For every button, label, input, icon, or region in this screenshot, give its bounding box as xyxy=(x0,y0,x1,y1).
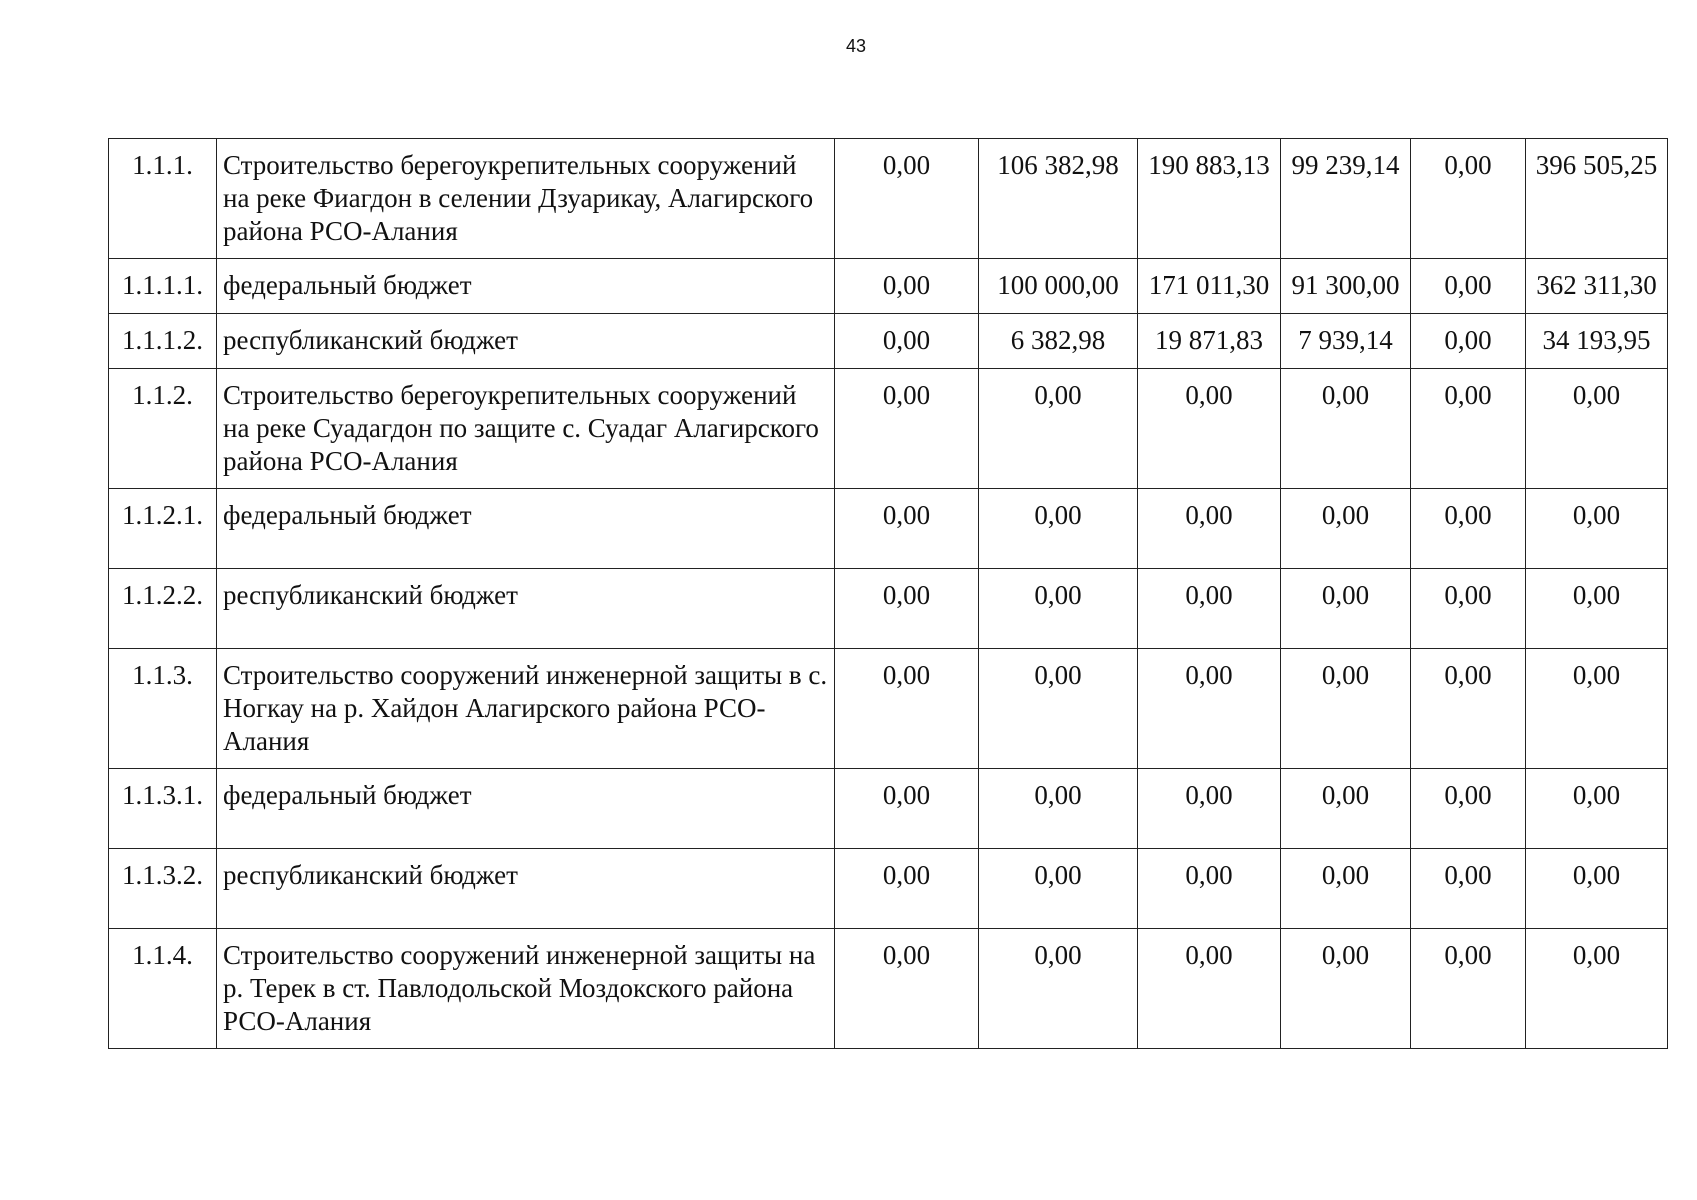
value-cell: 0,00 xyxy=(1526,489,1668,569)
table-row xyxy=(109,314,1668,369)
value-cell: 0,00 xyxy=(1411,259,1526,314)
value-cell: 0,00 xyxy=(979,649,1138,769)
value-cell: 0,00 xyxy=(835,369,979,489)
row-code: 1.1.2.1. xyxy=(109,489,217,569)
row-name: республиканский бюджет xyxy=(217,849,835,929)
row-name: Строительство берегоукрепительных сооружений на реке Фиагдон в селении Дзуарикау, Алагирского района РСО-Алания xyxy=(217,139,835,259)
row-name: федеральный бюджет xyxy=(217,489,835,569)
value-cell: 0,00 xyxy=(979,489,1138,569)
value-cell: 190 883,13 xyxy=(1138,139,1281,259)
row-name: федеральный бюджет xyxy=(217,769,835,849)
table-row xyxy=(109,929,1668,1049)
value-cell: 0,00 xyxy=(1138,929,1281,1049)
value-cell: 19 871,83 xyxy=(1138,314,1281,369)
value-cell: 0,00 xyxy=(1526,369,1668,489)
budget-table xyxy=(108,138,1668,1049)
value-cell: 106 382,98 xyxy=(979,139,1138,259)
value-cell: 362 311,30 xyxy=(1526,259,1668,314)
value-cell: 0,00 xyxy=(835,849,979,929)
value-cell: 91 300,00 xyxy=(1281,259,1411,314)
value-cell: 0,00 xyxy=(979,849,1138,929)
row-code: 1.1.2.2. xyxy=(109,569,217,649)
value-cell: 0,00 xyxy=(835,139,979,259)
value-cell: 0,00 xyxy=(1138,769,1281,849)
value-cell: 99 239,14 xyxy=(1281,139,1411,259)
value-cell: 0,00 xyxy=(835,314,979,369)
value-cell: 0,00 xyxy=(1411,769,1526,849)
table-row xyxy=(109,849,1668,929)
value-cell: 0,00 xyxy=(1138,489,1281,569)
table-row xyxy=(109,489,1668,569)
value-cell: 0,00 xyxy=(979,569,1138,649)
value-cell: 0,00 xyxy=(1411,369,1526,489)
value-cell: 0,00 xyxy=(835,929,979,1049)
row-code: 1.1.4. xyxy=(109,929,217,1049)
value-cell: 0,00 xyxy=(1411,314,1526,369)
row-code: 1.1.1. xyxy=(109,139,217,259)
value-cell: 0,00 xyxy=(1281,649,1411,769)
value-cell: 100 000,00 xyxy=(979,259,1138,314)
table-row xyxy=(109,369,1668,489)
value-cell: 0,00 xyxy=(835,489,979,569)
row-code: 1.1.3. xyxy=(109,649,217,769)
value-cell: 0,00 xyxy=(835,769,979,849)
row-name: федеральный бюджет xyxy=(217,259,835,314)
table-row xyxy=(109,569,1668,649)
value-cell: 0,00 xyxy=(1411,649,1526,769)
value-cell: 0,00 xyxy=(1138,569,1281,649)
page-number: 43 xyxy=(845,36,867,56)
value-cell: 0,00 xyxy=(1411,569,1526,649)
value-cell: 0,00 xyxy=(1138,649,1281,769)
value-cell: 0,00 xyxy=(835,569,979,649)
value-cell: 0,00 xyxy=(1411,929,1526,1049)
value-cell: 0,00 xyxy=(835,259,979,314)
value-cell: 0,00 xyxy=(1281,569,1411,649)
value-cell: 0,00 xyxy=(1526,649,1668,769)
value-cell: 0,00 xyxy=(1281,929,1411,1049)
value-cell: 34 193,95 xyxy=(1526,314,1668,369)
value-cell: 0,00 xyxy=(835,649,979,769)
row-name: Строительство берегоукрепительных сооружений на реке Суадагдон по защите с. Суадаг Алагирского района РСО-Алания xyxy=(217,369,835,489)
row-code: 1.1.1.1. xyxy=(109,259,217,314)
row-name: Строительство сооружений инженерной защиты в с. Ногкау на р. Хайдон Алагирского района РСО-Алания xyxy=(217,649,835,769)
value-cell: 0,00 xyxy=(979,929,1138,1049)
table-row xyxy=(109,259,1668,314)
value-cell: 0,00 xyxy=(1411,139,1526,259)
value-cell: 0,00 xyxy=(1526,849,1668,929)
row-name: республиканский бюджет xyxy=(217,314,835,369)
value-cell: 0,00 xyxy=(979,369,1138,489)
row-code: 1.1.3.2. xyxy=(109,849,217,929)
value-cell: 0,00 xyxy=(1526,769,1668,849)
row-code: 1.1.1.2. xyxy=(109,314,217,369)
value-cell: 0,00 xyxy=(1281,369,1411,489)
value-cell: 0,00 xyxy=(1281,849,1411,929)
row-code: 1.1.2. xyxy=(109,369,217,489)
value-cell: 0,00 xyxy=(979,769,1138,849)
table-row xyxy=(109,649,1668,769)
row-name: республиканский бюджет xyxy=(217,569,835,649)
value-cell: 0,00 xyxy=(1138,369,1281,489)
value-cell: 0,00 xyxy=(1411,489,1526,569)
value-cell: 396 505,25 xyxy=(1526,139,1668,259)
value-cell: 0,00 xyxy=(1281,489,1411,569)
value-cell: 0,00 xyxy=(1138,849,1281,929)
value-cell: 0,00 xyxy=(1281,769,1411,849)
value-cell: 7 939,14 xyxy=(1281,314,1411,369)
value-cell: 0,00 xyxy=(1526,569,1668,649)
value-cell: 0,00 xyxy=(1526,929,1668,1049)
value-cell: 0,00 xyxy=(1411,849,1526,929)
table-row xyxy=(109,139,1668,259)
value-cell: 171 011,30 xyxy=(1138,259,1281,314)
row-name: Строительство сооружений инженерной защиты на р. Терек в ст. Павлодольской Моздокского района РСО-Алания xyxy=(217,929,835,1049)
value-cell: 6 382,98 xyxy=(979,314,1138,369)
row-code: 1.1.3.1. xyxy=(109,769,217,849)
table-row xyxy=(109,769,1668,849)
